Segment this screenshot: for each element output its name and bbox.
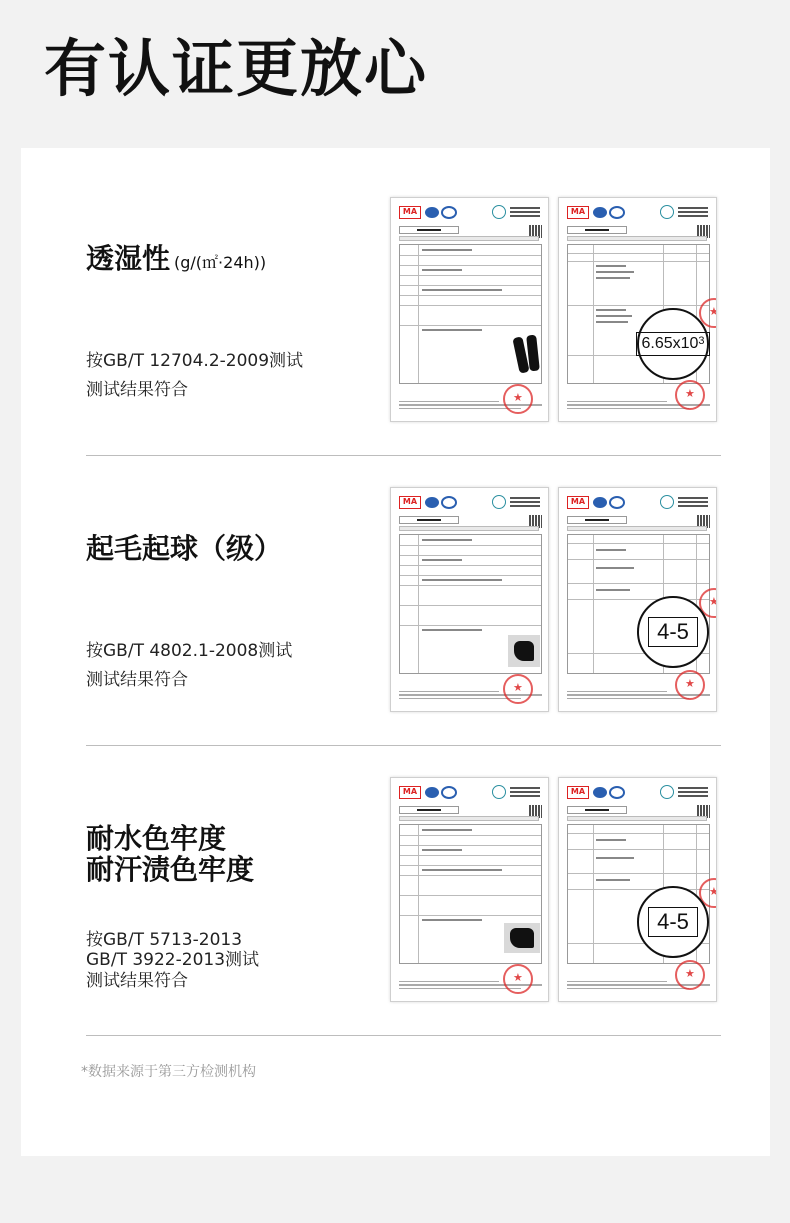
- red-seal-icon: [503, 674, 533, 704]
- highlight-value: 4-5: [657, 619, 689, 644]
- red-seal-icon: [675, 670, 705, 700]
- cma-logo-icon: MA: [399, 206, 421, 219]
- cma-logo-icon: MA: [399, 786, 421, 799]
- cma-logo-icon: MA: [567, 206, 589, 219]
- ilac-logo-icon: [425, 497, 439, 508]
- section-description: [86, 640, 292, 692]
- cnas-logo-icon: [441, 496, 457, 509]
- ilac-logo-icon: [425, 787, 439, 798]
- cnas-logo-icon: [609, 496, 625, 509]
- test-method-line1: 按GB/T 5713-2013: [86, 930, 243, 950]
- test-result: 测试结果符合: [86, 669, 188, 690]
- test-result: 测试结果符合: [86, 970, 188, 991]
- lab-logo-icon: [492, 785, 506, 799]
- section-title-line1: 耐水色牢度: [86, 822, 227, 855]
- test-report-page-1: [390, 777, 549, 1002]
- lab-logo-icon: [492, 205, 506, 219]
- cma-logo-icon: MA: [567, 496, 589, 509]
- magnified-value: [637, 596, 709, 668]
- section-title: [86, 824, 254, 886]
- test-method-line2: GB/T 3922-2013测试: [86, 950, 260, 971]
- ilac-logo-icon: [593, 497, 607, 508]
- lab-logo-icon: [660, 205, 674, 219]
- magnified-value: [637, 886, 709, 958]
- ilac-logo-icon: [425, 207, 439, 218]
- lab-logo-icon: [660, 495, 674, 509]
- lab-logo-icon: [660, 785, 674, 799]
- cnas-logo-icon: [441, 786, 457, 799]
- test-report-page-1: [390, 487, 549, 712]
- test-report-page-1: [390, 197, 549, 422]
- highlight-exponent: 3: [698, 335, 705, 347]
- section-divider: [86, 455, 721, 456]
- page-title: 有认证更放心: [44, 32, 429, 105]
- section-divider: [86, 1035, 721, 1036]
- sock-photo: [504, 923, 540, 953]
- test-report-page-2: [558, 487, 717, 712]
- section-title: [86, 244, 266, 275]
- cnas-logo-icon: [609, 206, 625, 219]
- section-title-text: 透湿性: [86, 242, 171, 275]
- section-title-line2: 耐汗渍色牢度: [86, 852, 255, 886]
- ilac-logo-icon: [593, 787, 607, 798]
- footnote: *数据来源于第三方检测机构: [81, 1064, 256, 1080]
- section-divider: [86, 745, 721, 746]
- red-seal-icon: [503, 964, 533, 994]
- content-card: [21, 148, 770, 1156]
- ilac-logo-icon: [593, 207, 607, 218]
- highlight-value: 4-5: [657, 909, 689, 934]
- section-unit: (g/(㎡·24h)): [174, 253, 267, 272]
- test-result: 测试结果符合: [86, 379, 188, 400]
- test-method: 按GB/T 12704.2-2009测试: [86, 351, 304, 371]
- section-title: 起毛起球（级）: [86, 532, 283, 565]
- test-method: 按GB/T 4802.1-2008测试: [86, 641, 293, 661]
- red-seal-icon: [675, 960, 705, 990]
- cma-logo-icon: MA: [399, 496, 421, 509]
- test-report-page-2: [558, 777, 717, 1002]
- lab-logo-icon: [492, 495, 506, 509]
- highlight-value: 6.65x10: [641, 335, 699, 352]
- sock-photo: [508, 635, 540, 667]
- red-seal-icon: [675, 380, 705, 410]
- cnas-logo-icon: [609, 786, 625, 799]
- cma-logo-icon: MA: [567, 786, 589, 799]
- red-seal-icon: [503, 384, 533, 414]
- cnas-logo-icon: [441, 206, 457, 219]
- magnified-value: [637, 308, 709, 380]
- test-report-page-2: [558, 197, 717, 422]
- section-description: [86, 350, 303, 402]
- section-description: [86, 930, 259, 991]
